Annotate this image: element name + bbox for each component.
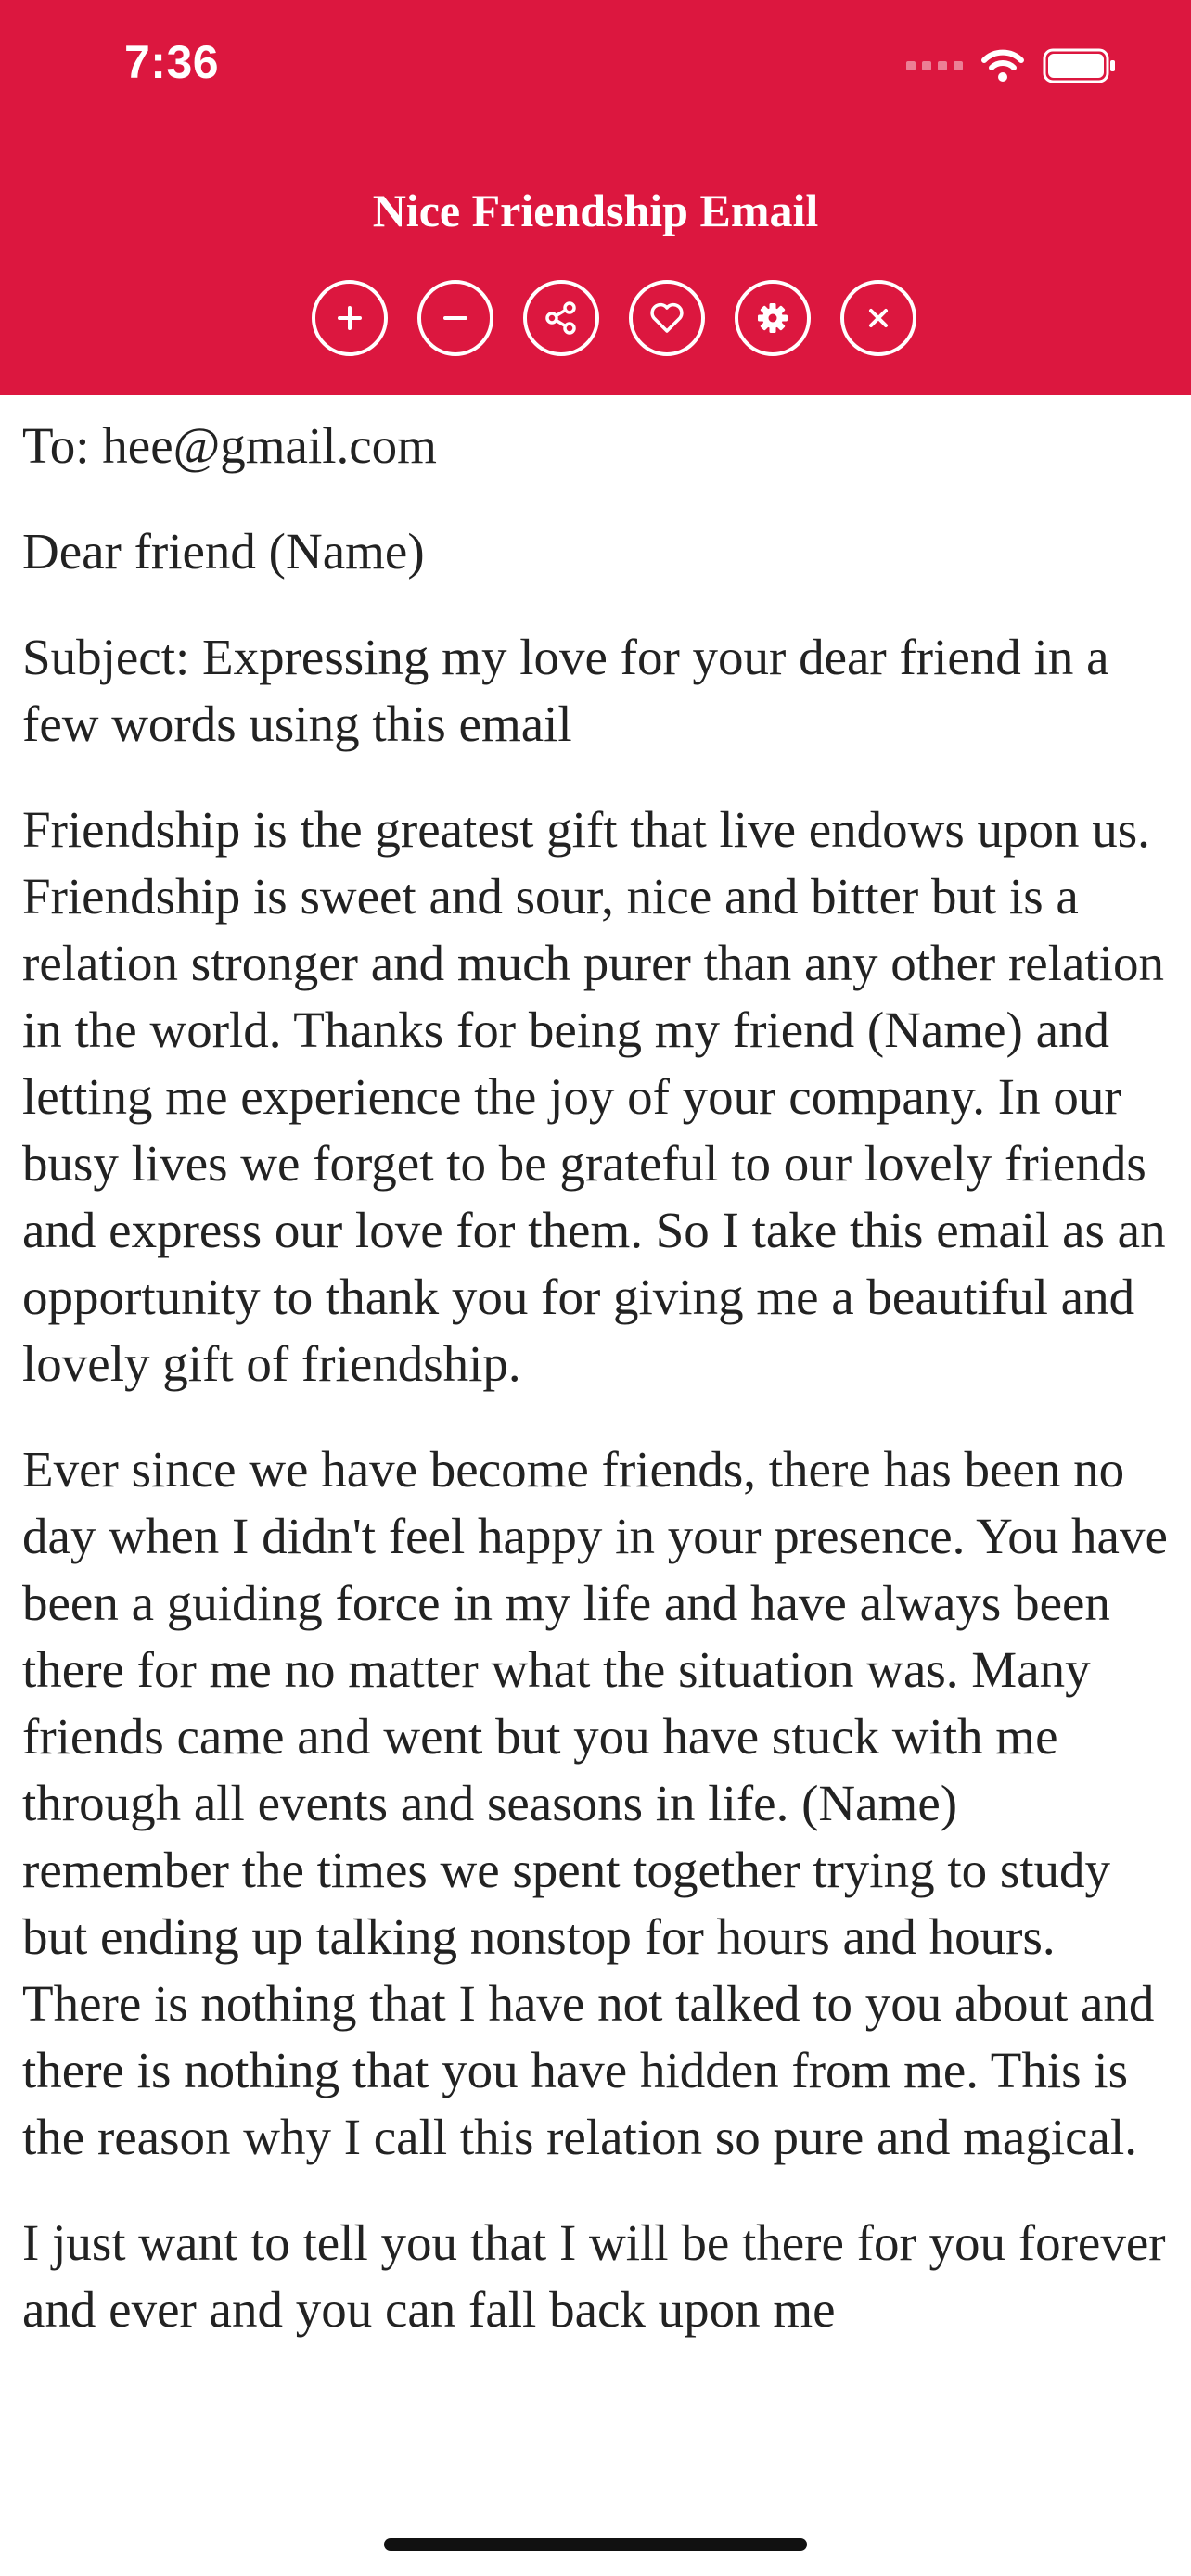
toolbar xyxy=(312,280,916,356)
battery-icon xyxy=(1043,48,1117,83)
heart-icon xyxy=(648,300,685,337)
minus-icon xyxy=(440,302,471,334)
plus-icon xyxy=(334,302,365,334)
zoom-in-button[interactable] xyxy=(312,280,388,356)
share-icon xyxy=(543,300,580,337)
status-time: 7:36 xyxy=(124,36,220,88)
share-button[interactable] xyxy=(523,280,599,356)
header-bar xyxy=(0,0,1191,395)
email-greeting: Dear friend (Name) xyxy=(22,523,425,580)
email-paragraph: Ever since we have become friends, there has been no day when I didn't feel happy in your presence. You have been a guiding force in my life and have always been there for me no matter what the situation was. Many friends came and went but you have stuck with me through all events and seasons in life. (Name) remember the times we spent together trying to study but ending up talking nonstop for hours and hours. There is nothing that I have not talked to you about and there is nothing that you have hidden from me. This is the reason why I call this relation so pure and magical. xyxy=(22,1441,1168,2165)
email-paragraph: I just want to tell you that I will be there for you forever and ever and you can fall back upon me xyxy=(22,2214,1166,2338)
cellular-signal-icon xyxy=(906,61,963,70)
gear-icon xyxy=(754,300,791,337)
close-icon xyxy=(863,302,894,334)
favorite-button[interactable] xyxy=(629,280,705,356)
email-subject: Subject: Expressing my love for your dear friend in a few words using this email xyxy=(22,629,1109,752)
page-title: Nice Friendship Email xyxy=(372,185,819,236)
wifi-icon xyxy=(981,49,1024,83)
status-icons xyxy=(906,43,1117,89)
close-button[interactable] xyxy=(840,280,916,356)
zoom-out-button[interactable] xyxy=(417,280,493,356)
email-to: To: hee@gmail.com xyxy=(22,417,437,474)
email-content xyxy=(22,413,1172,2382)
settings-button[interactable] xyxy=(735,280,811,356)
email-paragraph: Friendship is the greatest gift that live endows upon us. Friendship is sweet and sour, nice and bitter but is a relation stronger and much purer than any other relation in the world. Thanks for being my friend (Name) and letting me experience the joy of your company. In our busy lives we forget to be grateful to our lovely friends and express our love for them. So I take this email as an opportunity to thank you for giving me a beautiful and lovely gift of friendship. xyxy=(22,801,1166,1392)
home-indicator[interactable] xyxy=(384,2538,807,2551)
